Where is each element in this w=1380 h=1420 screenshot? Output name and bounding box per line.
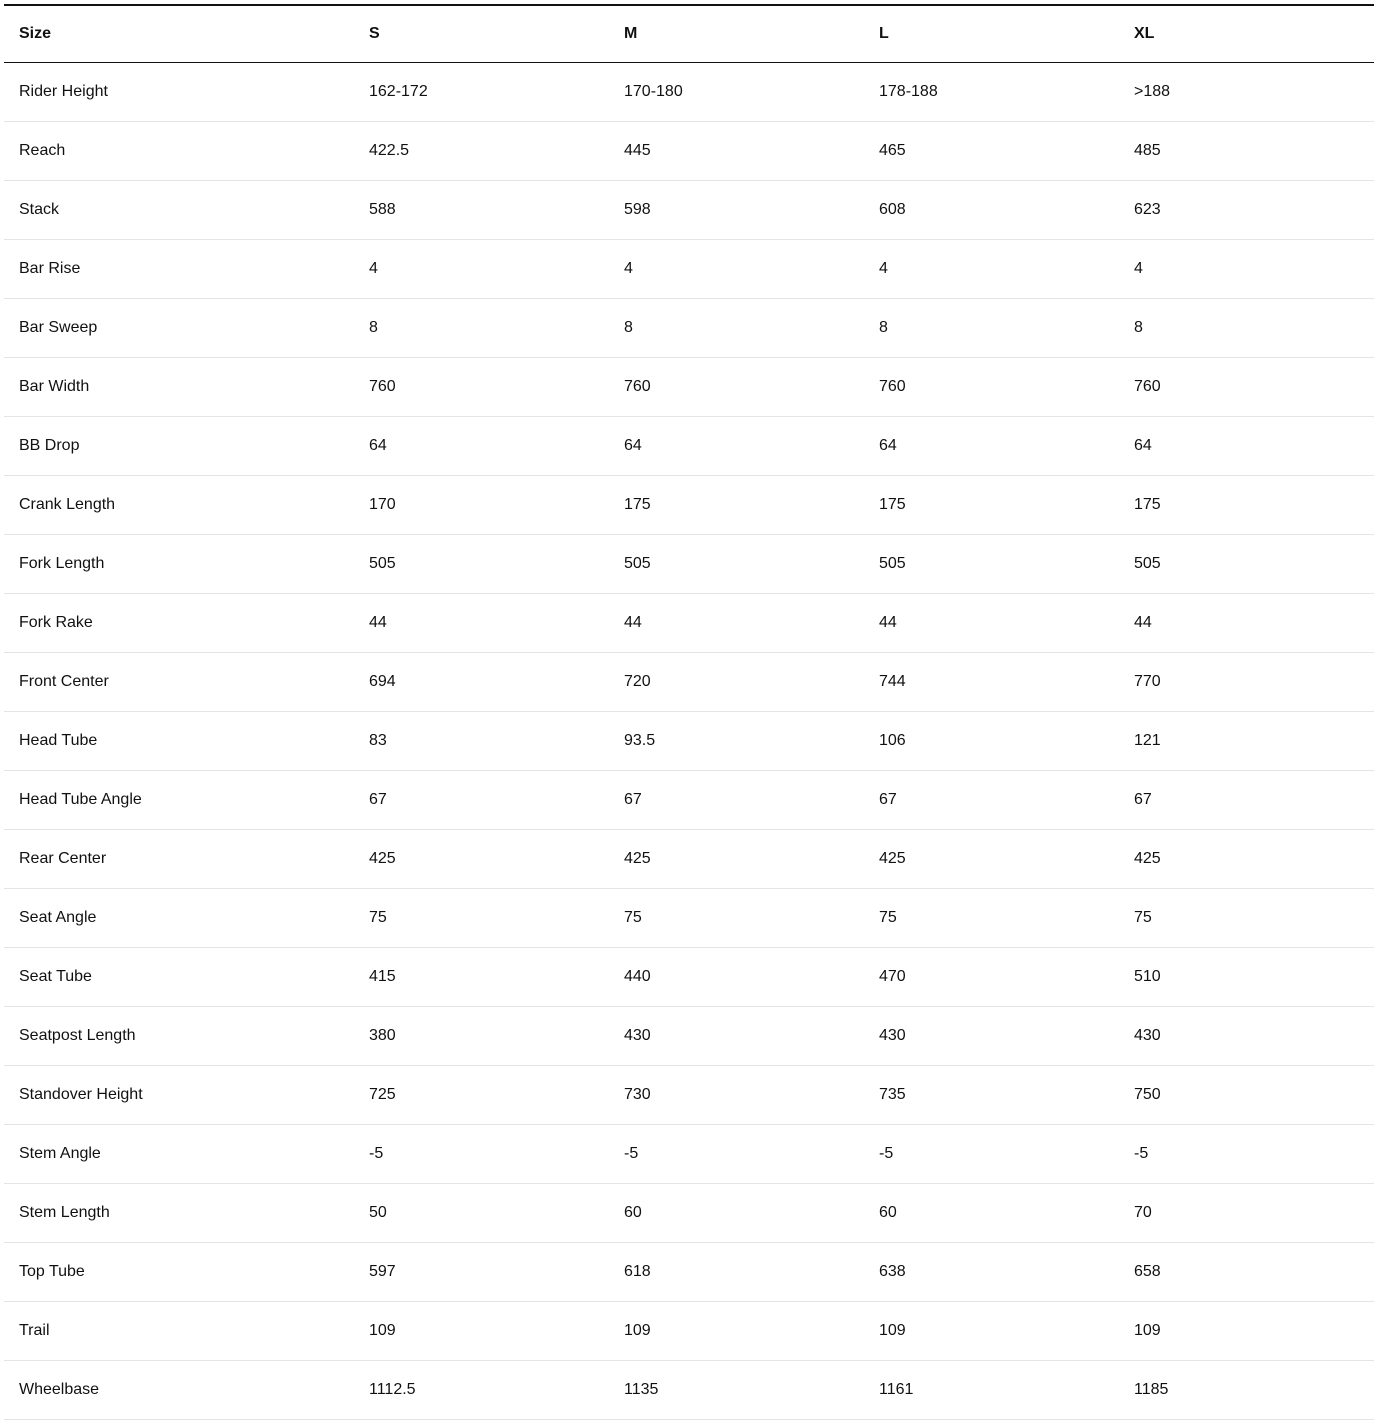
- value-xl: 770: [1119, 653, 1374, 712]
- table-row: [4, 476, 1374, 535]
- value-s: 422.5: [354, 122, 609, 181]
- row-label: Rear Center: [4, 830, 354, 889]
- table-row: [4, 299, 1374, 358]
- value-l: 760: [864, 358, 1119, 417]
- table-row: [4, 1361, 1374, 1420]
- value-l: 744: [864, 653, 1119, 712]
- value-xl: 430: [1119, 1007, 1374, 1066]
- value-l: 608: [864, 181, 1119, 240]
- value-l: 505: [864, 535, 1119, 594]
- geometry-table: [4, 4, 1374, 1420]
- header-size-xl: XL: [1119, 5, 1374, 63]
- table-row: [4, 889, 1374, 948]
- value-s: 415: [354, 948, 609, 1007]
- value-m: 175: [609, 476, 864, 535]
- row-label: Stem Length: [4, 1184, 354, 1243]
- value-xl: 658: [1119, 1243, 1374, 1302]
- value-l: 638: [864, 1243, 1119, 1302]
- value-l: 430: [864, 1007, 1119, 1066]
- row-label: Wheelbase: [4, 1361, 354, 1420]
- value-s: 67: [354, 771, 609, 830]
- value-xl: 4: [1119, 240, 1374, 299]
- table-row: [4, 1184, 1374, 1243]
- value-s: 64: [354, 417, 609, 476]
- value-s: 505: [354, 535, 609, 594]
- value-l: 64: [864, 417, 1119, 476]
- value-m: 93.5: [609, 712, 864, 771]
- value-l: 106: [864, 712, 1119, 771]
- value-m: 109: [609, 1302, 864, 1361]
- table-row: [4, 1007, 1374, 1066]
- table-row: [4, 1125, 1374, 1184]
- value-l: 67: [864, 771, 1119, 830]
- value-m: 8: [609, 299, 864, 358]
- value-s: 162-172: [354, 63, 609, 122]
- value-xl: 425: [1119, 830, 1374, 889]
- row-label: Head Tube Angle: [4, 771, 354, 830]
- value-xl: 70: [1119, 1184, 1374, 1243]
- value-l: 175: [864, 476, 1119, 535]
- table-header-row: [4, 5, 1374, 63]
- value-l: 1161: [864, 1361, 1119, 1420]
- value-xl: 505: [1119, 535, 1374, 594]
- row-label: Stem Angle: [4, 1125, 354, 1184]
- value-xl: 510: [1119, 948, 1374, 1007]
- value-m: 440: [609, 948, 864, 1007]
- value-l: 4: [864, 240, 1119, 299]
- row-label: Rider Height: [4, 63, 354, 122]
- value-m: 4: [609, 240, 864, 299]
- value-m: 720: [609, 653, 864, 712]
- value-l: -5: [864, 1125, 1119, 1184]
- table-row: [4, 358, 1374, 417]
- value-m: 430: [609, 1007, 864, 1066]
- value-l: 470: [864, 948, 1119, 1007]
- value-s: 380: [354, 1007, 609, 1066]
- value-m: 598: [609, 181, 864, 240]
- table-row: [4, 240, 1374, 299]
- value-xl: 623: [1119, 181, 1374, 240]
- row-label: Bar Width: [4, 358, 354, 417]
- value-m: 44: [609, 594, 864, 653]
- table-row: [4, 417, 1374, 476]
- value-l: 8: [864, 299, 1119, 358]
- row-label: Top Tube: [4, 1243, 354, 1302]
- value-m: 445: [609, 122, 864, 181]
- value-s: 83: [354, 712, 609, 771]
- row-label: Standover Height: [4, 1066, 354, 1125]
- row-label: Front Center: [4, 653, 354, 712]
- value-xl: 121: [1119, 712, 1374, 771]
- value-s: 50: [354, 1184, 609, 1243]
- row-label: Fork Rake: [4, 594, 354, 653]
- value-xl: 760: [1119, 358, 1374, 417]
- row-label: Stack: [4, 181, 354, 240]
- value-s: 4: [354, 240, 609, 299]
- table-row: [4, 122, 1374, 181]
- value-l: 60: [864, 1184, 1119, 1243]
- table-row: [4, 771, 1374, 830]
- value-l: 465: [864, 122, 1119, 181]
- table-row: [4, 63, 1374, 122]
- row-label: Crank Length: [4, 476, 354, 535]
- value-s: 8: [354, 299, 609, 358]
- table-row: [4, 1302, 1374, 1361]
- value-s: -5: [354, 1125, 609, 1184]
- row-label: BB Drop: [4, 417, 354, 476]
- value-m: -5: [609, 1125, 864, 1184]
- value-m: 67: [609, 771, 864, 830]
- row-label: Bar Rise: [4, 240, 354, 299]
- value-m: 505: [609, 535, 864, 594]
- value-xl: 44: [1119, 594, 1374, 653]
- value-s: 1112.5: [354, 1361, 609, 1420]
- value-xl: 75: [1119, 889, 1374, 948]
- value-m: 60: [609, 1184, 864, 1243]
- header-size-s: S: [354, 5, 609, 63]
- table-row: [4, 712, 1374, 771]
- value-xl: >188: [1119, 63, 1374, 122]
- row-label: Seat Tube: [4, 948, 354, 1007]
- value-m: 730: [609, 1066, 864, 1125]
- value-m: 1135: [609, 1361, 864, 1420]
- value-xl: 485: [1119, 122, 1374, 181]
- row-label: Bar Sweep: [4, 299, 354, 358]
- value-m: 75: [609, 889, 864, 948]
- row-label: Trail: [4, 1302, 354, 1361]
- row-label: Reach: [4, 122, 354, 181]
- value-s: 694: [354, 653, 609, 712]
- header-size: Size: [4, 5, 354, 63]
- value-xl: 1185: [1119, 1361, 1374, 1420]
- value-s: 597: [354, 1243, 609, 1302]
- header-size-m: M: [609, 5, 864, 63]
- value-s: 170: [354, 476, 609, 535]
- value-l: 425: [864, 830, 1119, 889]
- table-row: [4, 181, 1374, 240]
- header-size-l: L: [864, 5, 1119, 63]
- value-xl: 750: [1119, 1066, 1374, 1125]
- value-l: 109: [864, 1302, 1119, 1361]
- table-row: [4, 830, 1374, 889]
- value-xl: -5: [1119, 1125, 1374, 1184]
- table-row: [4, 653, 1374, 712]
- table-body: [4, 63, 1374, 1420]
- value-xl: 109: [1119, 1302, 1374, 1361]
- row-label: Seat Angle: [4, 889, 354, 948]
- table-row: [4, 1066, 1374, 1125]
- value-xl: 175: [1119, 476, 1374, 535]
- row-label: Fork Length: [4, 535, 354, 594]
- value-s: 44: [354, 594, 609, 653]
- value-l: 44: [864, 594, 1119, 653]
- value-l: 735: [864, 1066, 1119, 1125]
- row-label: Seatpost Length: [4, 1007, 354, 1066]
- geometry-table-container: [4, 4, 1374, 1420]
- value-xl: 8: [1119, 299, 1374, 358]
- row-label: Head Tube: [4, 712, 354, 771]
- value-m: 760: [609, 358, 864, 417]
- value-xl: 67: [1119, 771, 1374, 830]
- value-m: 170-180: [609, 63, 864, 122]
- value-m: 425: [609, 830, 864, 889]
- value-s: 760: [354, 358, 609, 417]
- value-m: 618: [609, 1243, 864, 1302]
- table-row: [4, 535, 1374, 594]
- value-m: 64: [609, 417, 864, 476]
- value-s: 109: [354, 1302, 609, 1361]
- value-s: 425: [354, 830, 609, 889]
- table-row: [4, 594, 1374, 653]
- value-l: 75: [864, 889, 1119, 948]
- value-l: 178-188: [864, 63, 1119, 122]
- value-xl: 64: [1119, 417, 1374, 476]
- value-s: 588: [354, 181, 609, 240]
- value-s: 75: [354, 889, 609, 948]
- table-row: [4, 1243, 1374, 1302]
- table-row: [4, 948, 1374, 1007]
- value-s: 725: [354, 1066, 609, 1125]
